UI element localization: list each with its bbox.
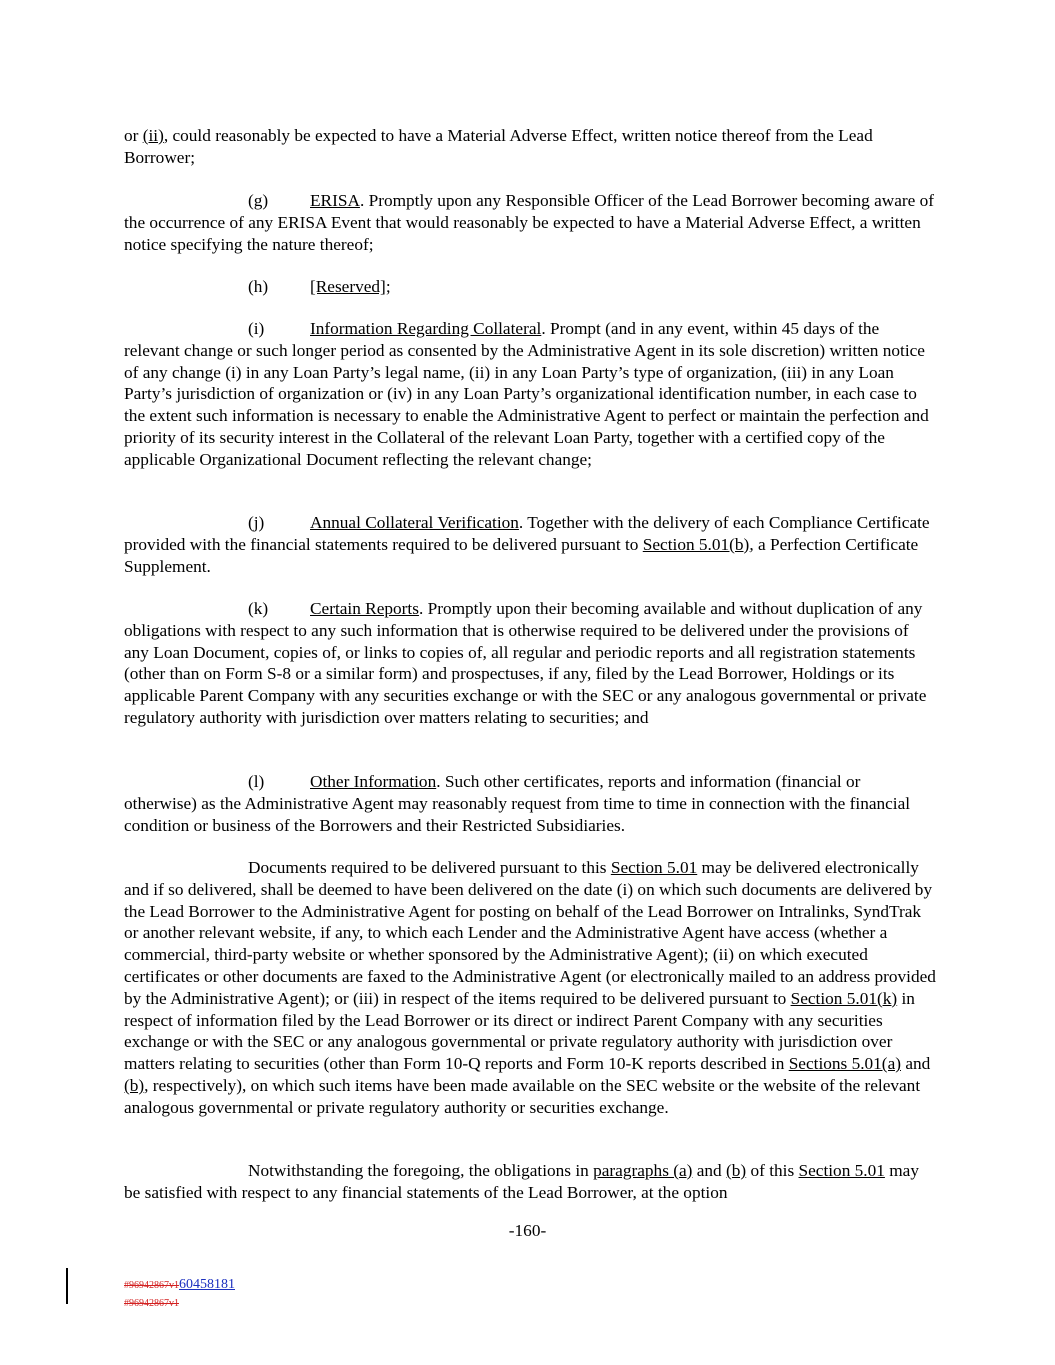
section-heading: Information Regarding Collateral xyxy=(310,319,542,338)
text: may be delivered electronically and if so delivered, shall be deemed to have been delivered on the date (i) on which such documents are delivered by the Lead Borrower to the Administrative Agent for posting on behalf of the Lead Borrower on Intralinks, SyndTrak or another relevant website, if any, to which each Lender and the Administrative Agent have access (whether a commercial, third-party website or whether sponsored by the Administrative Agent); (ii) on which executed certificates or other documents are faxed to the Administrative Agent (or electronically mailed to an address provided by the Administrative Agent); or (iii) in respect of the items required to be delivered pursuant to xyxy=(124,858,936,1008)
section-text: . Promptly upon any Responsible Officer of the Lead Borrower becoming aware of the occurrence of any ERISA Event that would reasonably be expected to have a Material Adverse Effect, a written notice specifying the nature thereof; xyxy=(124,191,935,254)
section-label: (l) xyxy=(248,772,265,791)
section-text: , a Perfection Certificate Supplement. xyxy=(124,534,919,576)
section-heading: Annual Collateral Verification xyxy=(310,513,519,532)
section-heading: [Reserved] xyxy=(310,277,386,296)
section-label: (i) xyxy=(248,319,265,338)
section-reference: Section 5.01 xyxy=(798,1161,885,1180)
inserted-doc-id: 60458181 xyxy=(179,1277,235,1292)
section-l xyxy=(124,771,936,836)
section-label: (g) xyxy=(248,191,269,210)
text: may be satisfied with respect to any financial statements of the Lead Borrower, at the option xyxy=(124,1161,919,1202)
section-k xyxy=(124,598,936,729)
text: , could reasonably be expected to have a Material Adverse Effect, written notice thereof from the Lead Borrower; xyxy=(124,126,873,167)
text: Notwithstanding the foregoing, the obligations in xyxy=(248,1161,594,1180)
paragraph-continuation xyxy=(124,125,936,169)
documents-paragraph xyxy=(124,857,936,1119)
section-text: ; xyxy=(385,277,391,296)
deleted-doc-id: #96942867v1 xyxy=(124,1298,179,1309)
section-reference: Section 5.01(k) xyxy=(790,988,898,1008)
section-heading: Other Information xyxy=(310,772,437,791)
text: or xyxy=(124,126,143,145)
text: , respectively), on which such items have been made available on the SEC website or the website of the relevant analogous governmental or private regulatory authority or securities exchange. xyxy=(124,1075,921,1117)
section-label: (h) xyxy=(248,277,269,296)
section-reference: (b) xyxy=(124,1075,145,1095)
notwithstanding-paragraph xyxy=(124,1160,936,1204)
clause-reference: (ii) xyxy=(142,126,164,145)
section-reference: Section 5.01 xyxy=(610,858,698,877)
section-text: . Such other certificates, reports and information (financial or otherwise) as the Administrative Agent may reasonably request from time to time in connection with the financial condition or business of the Borrowers and their Restricted Subsidiaries. xyxy=(124,772,911,835)
section-reference: (b) xyxy=(726,1161,747,1180)
text: and xyxy=(692,1161,727,1180)
section-reference: paragraphs (a) xyxy=(593,1161,693,1180)
section-i xyxy=(124,318,936,471)
section-reference: Section 5.01(b) xyxy=(642,534,750,554)
section-label: (k) xyxy=(248,599,269,618)
deleted-doc-id: #96942867v1 xyxy=(124,1280,179,1291)
section-heading: ERISA xyxy=(310,191,360,210)
section-j xyxy=(124,512,936,577)
text: of this xyxy=(746,1161,799,1180)
section-g xyxy=(124,190,936,255)
text: in respect of information filed by the Lead Borrower or its direct or indirect Parent Company with any securities exchange or with the SEC or any analogous governmental or private regulatory authority with jurisdiction over matters relating to securities (other than Form 10-Q reports and Form 10-K reports described in xyxy=(124,988,915,1074)
section-label: (j) xyxy=(248,513,265,532)
section-reference: Sections 5.01(a) xyxy=(788,1054,901,1074)
document-id-line-2 xyxy=(124,1290,179,1315)
section-text: . Together with the delivery of each Compliance Certificate provided with the financial statements required to be delivered pursuant to xyxy=(124,513,930,554)
section-h xyxy=(124,276,936,298)
text: Documents required to be delivered pursuant to this xyxy=(248,858,611,877)
section-text: . Promptly upon their becoming available and without duplication of any obligations with respect to any such information that is otherwise required to be delivered under the provisions of any Loan Document, copies of, or links to copies of, all regular and periodic reports and all registration statements (other than on Form S-8 or a similar form) and prospectuses, if any, filed by the Lead Borrower, Holdings or its applicable Parent Company with any securities exchange or with the SEC or any analogous governmental or private regulatory authority with jurisdiction over matters relating to securities; and xyxy=(124,599,927,727)
text: and xyxy=(901,1054,931,1074)
change-bar xyxy=(66,1268,68,1304)
section-heading: Certain Reports xyxy=(310,599,419,618)
page-number: -160- xyxy=(508,1221,547,1240)
section-text: . Prompt (and in any event, within 45 days of the relevant change or such longer period as consented by the Administrative Agent in its sole discretion) written notice of any change (i) in any Loan Party’s legal name, (ii) in any Loan Party’s type of organization, (iii) in any Loan Party’s jurisdiction of organization or (iv) in any Loan Party’s organizational identification number, in each case to the extent such information is necessary to enable the Administrative Agent to perfect or maintain the perfection and priority of its security interest in the Collateral of the relevant Loan Party, together with a certified copy of the applicable Organizational Document reflecting the relevant change; xyxy=(124,319,929,469)
